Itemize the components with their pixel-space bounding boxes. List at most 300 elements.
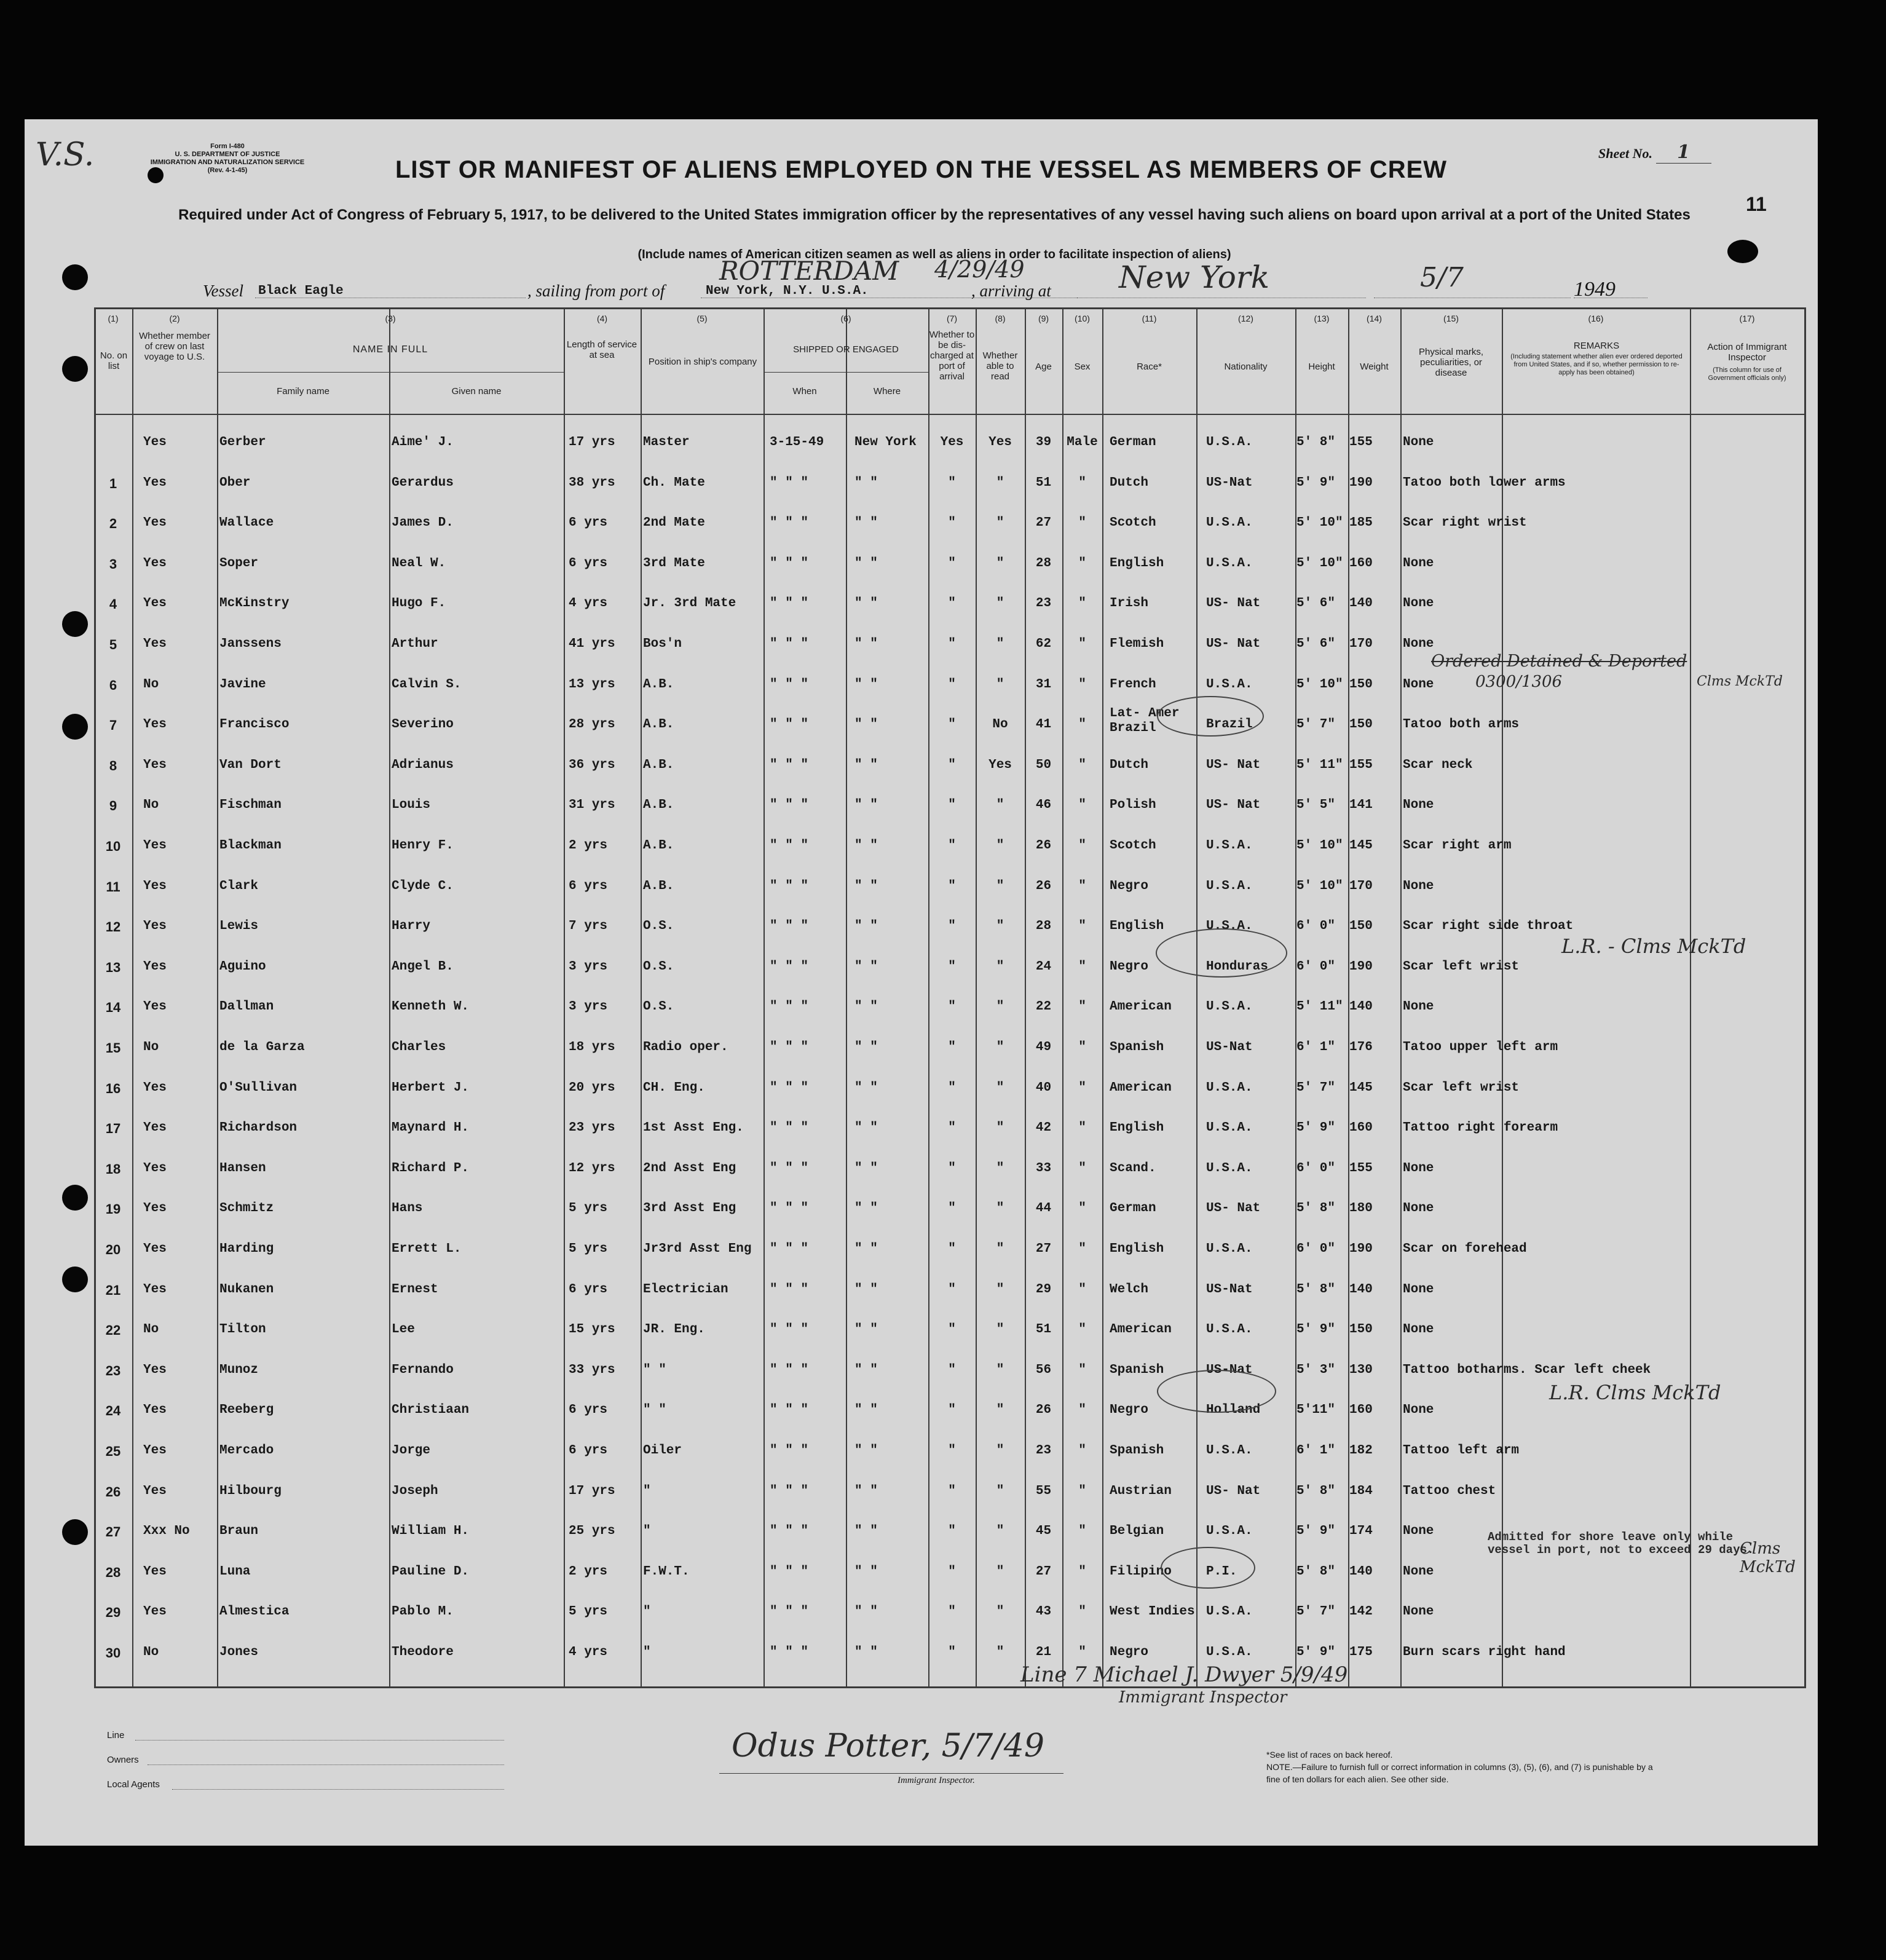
header-list-no: No. on list — [100, 350, 128, 371]
footer-line-underline — [135, 1740, 504, 1741]
cell-weight: 160 — [1349, 1403, 1373, 1418]
cell-read: " — [996, 798, 1004, 813]
cell-height: 5' 5" — [1296, 798, 1336, 813]
cell-family: Schmitz — [219, 1201, 274, 1216]
cell-sex: " — [1078, 677, 1086, 692]
cell-nationality: P.I. — [1206, 1564, 1237, 1579]
header-remarks-note: (Including statement whether alien ever ordered deported from United States, and if so, whether permission to re-apply has been obtained) — [1510, 353, 1683, 376]
cell-read: " — [996, 1605, 1004, 1619]
cell-height: 5' 9" — [1296, 1645, 1336, 1659]
column-line — [94, 307, 96, 1688]
column-line — [1804, 307, 1806, 1688]
cell-weight: 160 — [1349, 1121, 1373, 1136]
cell-nationality: U.S.A. — [1206, 435, 1253, 449]
row7-remarks-handwritten: Ordered Detained & Deported — [1431, 652, 1687, 671]
row28-remarks-stamp: Admitted for shore leave only while vessel in port, not to exceed 29 days. — [1488, 1530, 1754, 1557]
name-divider — [389, 372, 390, 1688]
cell-read: " — [996, 1444, 1004, 1458]
cell-position: O.S. — [643, 1000, 674, 1014]
cell-family: O'Sullivan — [219, 1080, 298, 1095]
cell-no: 5 — [109, 637, 117, 652]
cell-height: 5' 9" — [1296, 475, 1336, 490]
cell-given: Calvin S. — [392, 677, 462, 692]
cell-given: Maynard H. — [392, 1121, 470, 1136]
cell-read: " — [996, 1362, 1004, 1377]
cell-weight: 140 — [1349, 1000, 1373, 1014]
cell-age: 29 — [1035, 1282, 1052, 1297]
cell-weight: 176 — [1349, 1040, 1373, 1054]
cell-sex: " — [1078, 879, 1086, 893]
cell-age: 42 — [1035, 1121, 1052, 1136]
cell-height: 6' 0" — [1296, 1161, 1336, 1176]
cell-race: Scotch — [1110, 839, 1156, 853]
cell-when: " " " — [770, 556, 809, 571]
inspector-signature: Odus Potter, 5/7/49 — [732, 1728, 1044, 1764]
cell-discharged: " — [948, 1322, 956, 1337]
row7-action-handwritten: Clms MckTd — [1697, 674, 1783, 689]
cell-position: Jr. 3rd Mate — [643, 596, 736, 611]
cell-where: " " — [854, 475, 878, 490]
cell-discharged: " — [948, 475, 956, 490]
cell-race: Negro — [1110, 879, 1149, 893]
cell-marks: None — [1403, 596, 1434, 611]
cell-no: 13 — [105, 959, 121, 975]
cell-where: " " — [854, 1161, 878, 1176]
cell-service: 6 yrs — [569, 1282, 608, 1297]
column-line — [564, 307, 565, 1688]
header-length-service: Length of service at sea — [566, 339, 637, 360]
cell-service: 6 yrs — [569, 879, 608, 893]
cell-where: " " — [854, 516, 878, 531]
cell-age: 45 — [1035, 1524, 1052, 1539]
cell-read: " — [996, 556, 1004, 571]
cell-nationality: U.S.A. — [1206, 1080, 1253, 1095]
cell-height: 5' 8" — [1296, 1564, 1336, 1579]
cell-race: American — [1110, 1322, 1172, 1337]
cell-position: A.B. — [643, 839, 674, 853]
cell-family: Aguino — [219, 959, 266, 974]
cell-member: Yes — [143, 757, 167, 772]
cell-no: 19 — [105, 1201, 121, 1217]
cell-read: No — [992, 717, 1008, 732]
cell-marks: None — [1403, 435, 1434, 449]
cell-nationality: U.S.A. — [1206, 516, 1253, 531]
sailing-date-handwritten: 4/29/49 — [934, 256, 1025, 283]
cell-read: Yes — [988, 435, 1012, 449]
cell-when: " " " — [770, 677, 809, 692]
cell-weight: 145 — [1349, 1080, 1373, 1095]
cell-nationality: U.S.A. — [1206, 1000, 1253, 1014]
cell-when: " " " — [770, 1282, 809, 1297]
cell-age: 49 — [1035, 1040, 1052, 1054]
cell-member: Yes — [143, 475, 167, 490]
cell-position: " — [643, 1484, 651, 1498]
column-line — [1690, 307, 1691, 1688]
cell-marks: None — [1403, 1564, 1434, 1579]
cell-age: 44 — [1035, 1201, 1052, 1216]
column-line — [1025, 307, 1026, 1688]
cell-sex: " — [1078, 1000, 1086, 1014]
cell-sex: " — [1078, 1201, 1086, 1216]
column-number: (11) — [1142, 314, 1157, 323]
cell-member: Yes — [143, 556, 167, 571]
cell-read: " — [996, 1242, 1004, 1256]
column-number: (3) — [385, 314, 396, 323]
cell-member: Yes — [143, 959, 167, 974]
cell-race: German — [1110, 435, 1156, 449]
cell-no: 30 — [105, 1645, 121, 1661]
cell-service: 13 yrs — [569, 677, 615, 692]
cell-marks: Tattoo right forearm — [1403, 1121, 1558, 1136]
header-inspector-note: (This column for use of Government officials only) — [1708, 366, 1786, 382]
cell-service: 25 yrs — [569, 1524, 615, 1539]
cell-no: 4 — [109, 596, 117, 612]
cell-weight: 170 — [1349, 637, 1373, 651]
cell-family: Hansen — [219, 1161, 266, 1176]
cell-discharged: " — [948, 1282, 956, 1297]
cell-when: " " " — [770, 1040, 809, 1054]
cell-position: A.B. — [643, 677, 674, 692]
cell-sex: " — [1078, 1161, 1086, 1176]
header-inspector-action: Action of Immigrant Inspector — [1707, 342, 1787, 363]
cell-weight: 174 — [1349, 1524, 1373, 1539]
column-number: (4) — [596, 314, 608, 323]
cell-height: 5' 8" — [1296, 1201, 1336, 1216]
header-weight: Weight — [1360, 362, 1389, 372]
cell-weight: 170 — [1349, 879, 1373, 893]
header-given-name: Given name — [451, 386, 502, 397]
cell-when: " " " — [770, 1564, 809, 1579]
header-height: Height — [1308, 362, 1335, 372]
cell-weight: 155 — [1349, 1161, 1373, 1176]
column-number: (8) — [995, 314, 1006, 323]
cell-discharged: " — [948, 1564, 956, 1579]
cell-when: " " " — [770, 1201, 809, 1216]
cell-given: Angel B. — [392, 959, 454, 974]
cell-member: Xxx No — [143, 1524, 190, 1539]
cell-family: Almestica — [219, 1605, 290, 1619]
cell-discharged: " — [948, 757, 956, 772]
cell-member: Yes — [143, 1121, 167, 1136]
cell-family: Francisco — [219, 717, 290, 732]
cell-height: 5'11" — [1296, 1403, 1336, 1418]
cell-nationality: U.S.A. — [1206, 1121, 1253, 1136]
cell-where: " " — [854, 1484, 878, 1498]
column-line — [763, 307, 765, 1688]
cell-given: Gerardus — [392, 475, 454, 490]
cell-where: " " — [854, 798, 878, 813]
column-number: (9) — [1038, 314, 1049, 323]
arriving-port-handwritten: New York — [1119, 259, 1269, 295]
cell-where: " " — [854, 839, 878, 853]
cell-given: Ernest — [392, 1282, 438, 1297]
cell-discharged: " — [948, 1080, 956, 1095]
inspector-note: Line 7 Michael J. Dwyer 5/9/49 — [1020, 1662, 1348, 1687]
cell-member: Yes — [143, 435, 167, 449]
cell-position: 3rd Asst Eng — [643, 1201, 736, 1216]
cell-marks: Tatoo upper left arm — [1403, 1040, 1558, 1054]
cell-age: 55 — [1035, 1484, 1052, 1498]
cell-family: Luna — [219, 1564, 251, 1579]
cell-race: Dutch — [1110, 475, 1149, 490]
cell-weight: 155 — [1349, 757, 1373, 772]
cell-position: 1st Asst Eng. — [643, 1121, 744, 1136]
department: U. S. DEPARTMENT OF JUSTICE — [175, 151, 280, 158]
cell-discharged: " — [948, 1484, 956, 1498]
cell-sex: " — [1078, 1121, 1086, 1136]
header-able-to-read: Whether able to read — [982, 350, 1018, 382]
cell-height: 5' 9" — [1296, 1322, 1336, 1337]
cell-race: English — [1110, 1242, 1164, 1256]
cell-position: 3rd Mate — [643, 556, 705, 571]
cell-discharged: " — [948, 1161, 956, 1176]
arriving-label: , arriving at — [971, 282, 1051, 300]
cell-weight: 150 — [1349, 919, 1373, 934]
sailing-label: , sailing from port of — [527, 282, 665, 300]
cell-age: 26 — [1035, 879, 1052, 893]
cell-race: Scand. — [1110, 1161, 1156, 1176]
cell-given: Adrianus — [392, 757, 454, 772]
cell-nationality: U.S.A. — [1206, 919, 1253, 934]
vessel-line: Vessel — [203, 282, 243, 300]
cell-height: 5' 11" — [1296, 757, 1343, 772]
cell-sex: " — [1078, 556, 1086, 571]
year: 1949 — [1574, 278, 1616, 301]
cell-marks: None — [1403, 798, 1434, 813]
cell-member: Yes — [143, 839, 167, 853]
cell-read: " — [996, 1484, 1004, 1498]
cell-member: Yes — [143, 1201, 167, 1216]
cell-no: 17 — [105, 1121, 121, 1137]
cell-when: " " " — [770, 516, 809, 531]
cell-read: " — [996, 879, 1004, 893]
cell-marks: None — [1403, 1403, 1434, 1418]
cell-position: 2nd Asst Eng — [643, 1161, 736, 1176]
cell-sex: " — [1078, 1040, 1086, 1054]
cell-position: " — [643, 1645, 651, 1659]
cell-race: Filipino — [1110, 1564, 1172, 1579]
cell-weight: 150 — [1349, 1322, 1373, 1337]
cell-age: 31 — [1035, 677, 1052, 692]
cell-family: Reeberg — [219, 1403, 274, 1418]
cell-position: JR. Eng. — [643, 1322, 705, 1337]
cell-member: Yes — [143, 717, 167, 732]
cell-no: 10 — [105, 839, 121, 854]
cell-family: Ober — [219, 475, 251, 490]
cell-weight: 140 — [1349, 1564, 1373, 1579]
cell-family: Van Dort — [219, 757, 282, 772]
cell-service: 5 yrs — [569, 1242, 608, 1256]
cell-height: 6' 0" — [1296, 919, 1336, 934]
cell-position: CH. Eng. — [643, 1080, 705, 1095]
cell-given: Clyde C. — [392, 879, 454, 893]
cell-age: 23 — [1035, 1444, 1052, 1458]
cell-age: 27 — [1035, 516, 1052, 531]
cell-weight: 145 — [1349, 839, 1373, 853]
cell-member: Yes — [143, 596, 167, 611]
footer-owners-label: Owners — [107, 1755, 139, 1765]
cell-no: 18 — [105, 1161, 121, 1177]
cell-given: Errett L. — [392, 1242, 462, 1256]
cell-read: " — [996, 596, 1004, 611]
table-border-bottom — [94, 1686, 1804, 1688]
cell-no: 29 — [105, 1605, 121, 1621]
column-line — [1102, 307, 1103, 1688]
cell-age: 24 — [1035, 959, 1052, 974]
cell-family: Jones — [219, 1645, 259, 1659]
punch-hole — [62, 356, 88, 382]
header-race: Race* — [1137, 362, 1162, 372]
cell-nationality: U.S.A. — [1206, 879, 1253, 893]
punch-hole — [62, 1266, 88, 1292]
cell-given: William H. — [392, 1524, 470, 1539]
cell-sex: " — [1078, 1322, 1086, 1337]
cell-given: Herbert J. — [392, 1080, 470, 1095]
cell-race: Lat- Amer Brazil — [1110, 706, 1180, 736]
cell-read: " — [996, 475, 1004, 490]
cell-marks: Scar left wrist — [1403, 1080, 1520, 1095]
cell-weight: 190 — [1349, 475, 1373, 490]
cell-read: " — [996, 1403, 1004, 1418]
cell-when: " " " — [770, 717, 809, 732]
cell-when: " " " — [770, 637, 809, 651]
cell-family: Wallace — [219, 516, 274, 531]
cell-no: 15 — [105, 1040, 121, 1056]
cell-family: Dallman — [219, 1000, 274, 1014]
header-shipped-engaged: SHIPPED OR ENGAGED — [793, 344, 899, 355]
cell-age: 27 — [1035, 1242, 1052, 1256]
cell-nationality: US- Nat — [1206, 757, 1261, 772]
cell-given: Harry — [392, 919, 431, 934]
cell-height: 5' 8" — [1296, 1282, 1336, 1297]
footer-line-label: Line — [107, 1730, 125, 1741]
cell-given: Joseph — [392, 1484, 438, 1498]
punch-hole — [62, 714, 88, 740]
column-line — [976, 307, 977, 1688]
cell-discharged: " — [948, 1040, 956, 1054]
column-line — [132, 307, 133, 1688]
cell-no: 28 — [105, 1564, 121, 1580]
cell-position: " " — [643, 1362, 666, 1377]
cell-service: 38 yrs — [569, 475, 615, 490]
cell-nationality: US- Nat — [1206, 637, 1261, 651]
cell-read: " — [996, 1524, 1004, 1539]
cell-given: Louis — [392, 798, 431, 813]
cell-height: 5' 6" — [1296, 637, 1336, 651]
cell-marks: None — [1403, 556, 1434, 571]
cell-discharged: " — [948, 1242, 956, 1256]
vessel-name: Black Eagle — [258, 284, 344, 298]
cell-age: 51 — [1035, 475, 1052, 490]
cell-discharged: " — [948, 879, 956, 893]
cell-no: 26 — [105, 1484, 121, 1500]
cell-marks: Scar right side throat — [1403, 919, 1574, 934]
cell-race: English — [1110, 919, 1164, 934]
cell-position: Master — [643, 435, 690, 449]
cell-service: 28 yrs — [569, 717, 615, 732]
cell-where: " " — [854, 757, 878, 772]
cell-marks: None — [1403, 1322, 1434, 1337]
cell-sex: " — [1078, 1403, 1086, 1418]
cell-when: " " " — [770, 1444, 809, 1458]
cell-where: " " — [854, 596, 878, 611]
cell-service: 6 yrs — [569, 1403, 608, 1418]
cell-no: 20 — [105, 1242, 121, 1257]
cell-no: 9 — [109, 798, 117, 814]
cell-position: " " — [643, 1403, 666, 1418]
cell-member: Yes — [143, 1444, 167, 1458]
cell-where: New York — [854, 435, 917, 449]
cell-weight: 140 — [1349, 596, 1373, 611]
cell-position: 2nd Mate — [643, 516, 705, 531]
cell-marks: Scar right arm — [1403, 839, 1512, 853]
cell-nationality: US-Nat — [1206, 1362, 1253, 1377]
header-discharged: Whether to be dis-charged at port of arrival — [929, 330, 975, 382]
cell-marks: None — [1403, 1282, 1434, 1297]
cell-when: " " " — [770, 1080, 809, 1095]
cell-family: Mercado — [219, 1444, 274, 1458]
cell-age: 22 — [1035, 1000, 1052, 1014]
column-line — [1502, 307, 1503, 1688]
cell-age: 23 — [1035, 596, 1052, 611]
cell-nationality: US-Nat — [1206, 1282, 1253, 1297]
cell-family: Javine — [219, 677, 266, 692]
cell-member: Yes — [143, 637, 167, 651]
cell-nationality: US- Nat — [1206, 596, 1261, 611]
revision: (Rev. 4-1-45) — [207, 167, 248, 174]
header-divider — [94, 414, 1804, 415]
cell-marks: None — [1403, 1161, 1434, 1176]
cell-weight: 155 — [1349, 435, 1373, 449]
cell-height: 5' 7" — [1296, 1080, 1336, 1095]
cell-member: Yes — [143, 1403, 167, 1418]
column-line — [1400, 307, 1402, 1688]
cell-race: English — [1110, 556, 1164, 571]
cell-read: " — [996, 839, 1004, 853]
cell-weight: 130 — [1349, 1362, 1373, 1377]
cell-height: 5' 11" — [1296, 1000, 1343, 1014]
column-number: (10) — [1075, 314, 1090, 323]
cell-family: Janssens — [219, 637, 282, 651]
cell-race: Welch — [1110, 1282, 1149, 1297]
cell-given: Henry F. — [392, 839, 454, 853]
cell-given: Richard P. — [392, 1161, 470, 1176]
cell-position: Electrician — [643, 1282, 728, 1297]
cell-when: " " " — [770, 919, 809, 934]
header-age: Age — [1035, 362, 1052, 372]
cell-when: " " " — [770, 757, 809, 772]
cell-read: " — [996, 1645, 1004, 1659]
cell-position: F.W.T. — [643, 1564, 690, 1579]
cell-nationality: U.S.A. — [1206, 1322, 1253, 1337]
cell-marks: Tatoo both arms — [1403, 717, 1520, 732]
margin-note: V.S. — [36, 136, 95, 173]
cell-position: " — [643, 1524, 651, 1539]
cell-race: Flemish — [1110, 637, 1164, 651]
cell-given: Arthur — [392, 637, 438, 651]
cell-weight: 150 — [1349, 677, 1373, 692]
cell-marks: Scar right wrist — [1403, 516, 1527, 531]
cell-nationality: US- Nat — [1206, 1484, 1261, 1498]
cell-given: Hans — [392, 1201, 423, 1216]
footer-agents-underline — [172, 1789, 504, 1790]
cell-no: 23 — [105, 1362, 121, 1378]
column-line — [1196, 307, 1197, 1688]
cell-height: 5' 9" — [1296, 1121, 1336, 1136]
column-line — [846, 307, 847, 1688]
cell-discharged: " — [948, 596, 956, 611]
cell-no: 25 — [105, 1444, 121, 1459]
